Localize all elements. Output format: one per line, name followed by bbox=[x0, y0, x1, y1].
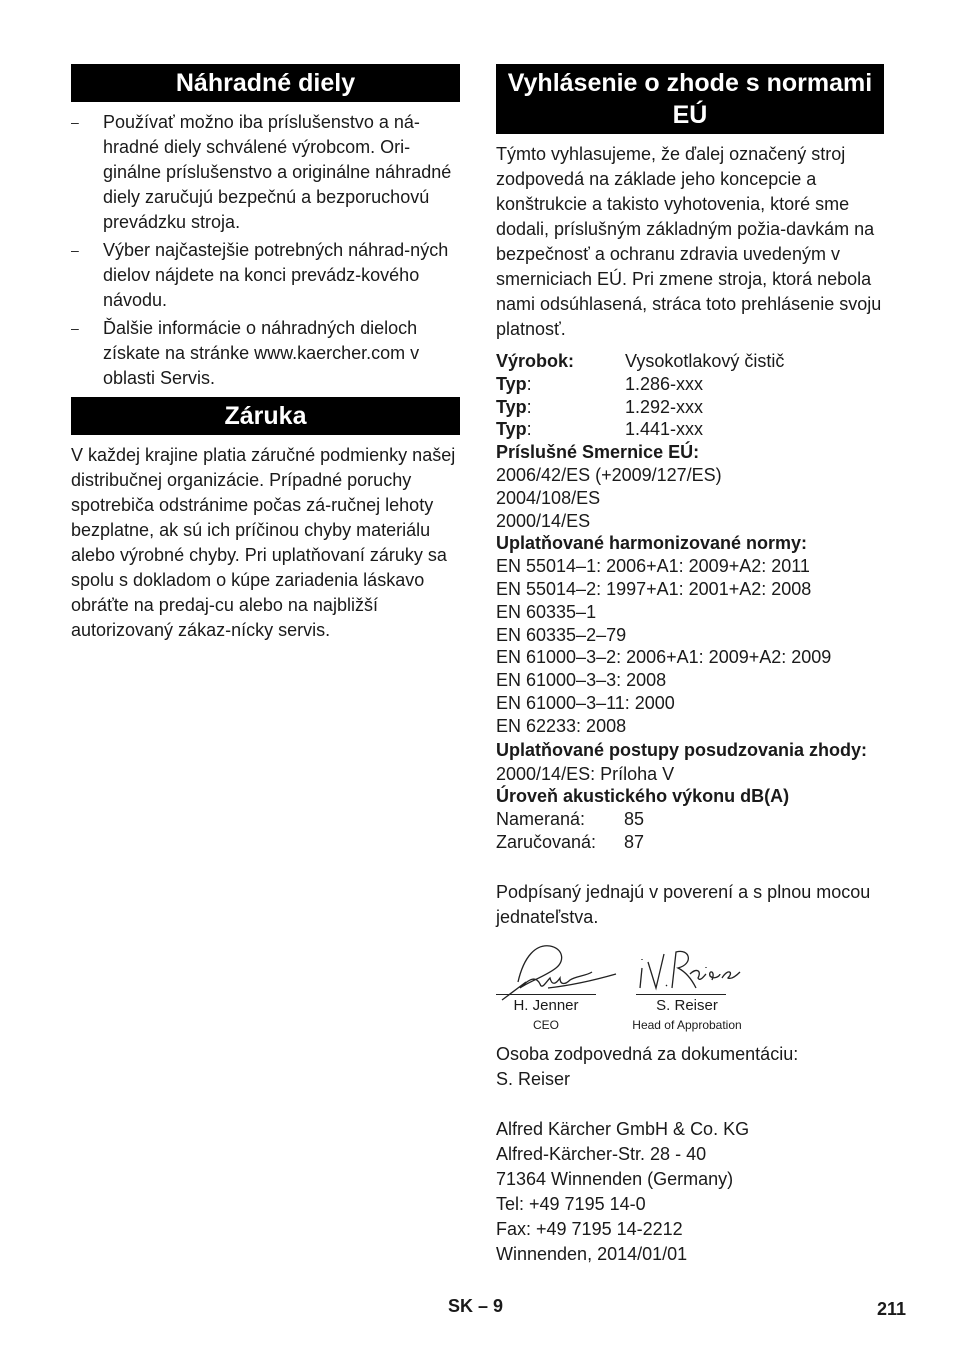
doc-responsible-label: Osoba zodpovedná za dokumentáciu: bbox=[496, 1043, 799, 1064]
address-block bbox=[496, 1117, 884, 1267]
signature-reiser: S. Reiser Head of Approbation bbox=[632, 996, 742, 1032]
signature-jenner-icon bbox=[496, 942, 626, 1002]
address-line: Alfred Kärcher GmbH & Co. KG bbox=[496, 1118, 750, 1139]
norm-item: EN 61000–3–11: 2000 bbox=[496, 692, 675, 713]
address-line: Winnenden, 2014/01/01 bbox=[496, 1243, 688, 1264]
signature-jenner: H. Jenner CEO bbox=[513, 996, 579, 1032]
doc-responsible-name: S. Reiser bbox=[496, 1068, 571, 1089]
directives-label: Príslušné Smernice EÚ: bbox=[496, 442, 700, 463]
norm-item: EN 55014–2: 1997+A1: 2001+A2: 2008 bbox=[496, 578, 812, 599]
dash-icon: – bbox=[71, 242, 79, 258]
address-line: Alfred-Kärcher-Str. 28 - 40 bbox=[496, 1143, 707, 1164]
section-page-label: SK – 9 bbox=[448, 1296, 504, 1316]
norm-item: EN 61000–3–3: 2008 bbox=[496, 670, 667, 691]
product-row: Výrobok: Vysokotlakový čistič bbox=[496, 351, 785, 371]
product-details bbox=[496, 350, 884, 854]
directive-item: 2006/42/ES (+2009/127/ES) bbox=[496, 464, 722, 485]
spare-parts-list bbox=[71, 110, 460, 391]
directive-item: 2004/108/ES bbox=[496, 487, 601, 508]
norms-label: Uplatňované harmonizované normy: bbox=[496, 533, 808, 554]
norm-item: EN 61000–3–2: 2006+A1: 2009+A2: 2009 bbox=[496, 647, 832, 668]
norm-item: EN 60335–1 bbox=[496, 601, 597, 622]
list-item: – Používať možno iba príslušenstvo a ná-hradné diely schválené výrobcom. Ori-ginálne príslušenstvo a originálne náhradné diely zaručujú bezpečnú a bezporuchovú prevádzku stroja. bbox=[71, 112, 452, 232]
norm-item: EN 60335–2–79 bbox=[496, 624, 627, 645]
list-item: – Výber najčastejšie potrebných náhrad-ných dielov nájdete na konci prevádz-kového návodu. bbox=[71, 240, 449, 310]
address-line: Fax: +49 7195 14-2212 bbox=[496, 1218, 683, 1239]
signature-reiser-icon bbox=[634, 946, 744, 996]
dash-icon: – bbox=[71, 114, 79, 130]
warranty-text: V každej krajine platia záručné podmienky našej distribučnej organizácie. Prípadné poruchy spotrebiča odstránime počas zá-ručnej lehoty bezplatne, ak sú ich príčinou chyby materiálu alebo výrobné chyby. Pri uplatňovaní záruky sa spolu s dokladom o kúpe zariadenia láskavo obráťte na predaj-cu alebo na najbližší autorizovaný zákaz-nícky servis. bbox=[71, 445, 456, 640]
directive-item: 2000/14/ES bbox=[496, 510, 591, 531]
measured-row: Nameraná: 85 bbox=[496, 809, 645, 830]
warranty-heading: Záruka bbox=[71, 397, 460, 435]
declaration-intro: Týmto vyhlasujeme, že ďalej označený stroj zodpovedá na základe jeho koncepcie a konštrukcie a takisto vyhotovenia, ktoré sme dodali, príslušným základným požia-davkám na bezpečnosť a ochranu zdravia uvedeným v smerniciach EÚ. Pri zmene stroja, ktorá nebola nami odsúhlasená, stráca toto prehlásenie svoju platnosť. bbox=[496, 144, 882, 339]
address-line: Tel: +49 7195 14-0 bbox=[496, 1193, 646, 1214]
right-column bbox=[496, 64, 884, 1267]
guaranteed-row: Zaručovaná: 87 bbox=[496, 831, 645, 852]
norm-item: EN 55014–1: 2006+A1: 2009+A2: 2011 bbox=[496, 556, 810, 577]
type-row: Typ: 1.441-xxx bbox=[496, 419, 704, 440]
signature-block bbox=[496, 942, 884, 1030]
signed-text: Podpísaný jednajú v poverení a s plnou mocou jednateľstva. bbox=[496, 881, 871, 927]
signature-line bbox=[496, 994, 596, 995]
address-line: 71364 Winnenden (Germany) bbox=[496, 1168, 734, 1189]
list-item: – Ďalšie informácie o náhradných dieloch získate na stránke www.kaercher.com v oblasti Servis. bbox=[71, 318, 420, 388]
norm-item: EN 62233: 2008 bbox=[496, 715, 627, 736]
page-number: 211 bbox=[877, 1299, 907, 1319]
signature-line bbox=[636, 994, 726, 995]
spare-parts-heading: Náhradné diely bbox=[71, 64, 460, 102]
dash-icon: – bbox=[71, 320, 79, 336]
type-row: Typ: 1.292-xxx bbox=[496, 396, 704, 417]
procedure-value: 2000/14/ES: Príloha V bbox=[496, 763, 675, 784]
acoustic-label: Úroveň akustického výkonu dB(A) bbox=[496, 786, 790, 807]
procedure-label: Uplatňované postupy posudzovania zhody: bbox=[496, 739, 868, 760]
declaration-heading: Vyhlásenie o zhode s normami EÚ bbox=[496, 64, 884, 134]
left-column bbox=[71, 64, 460, 643]
type-row: Typ: 1.286-xxx bbox=[496, 373, 704, 394]
